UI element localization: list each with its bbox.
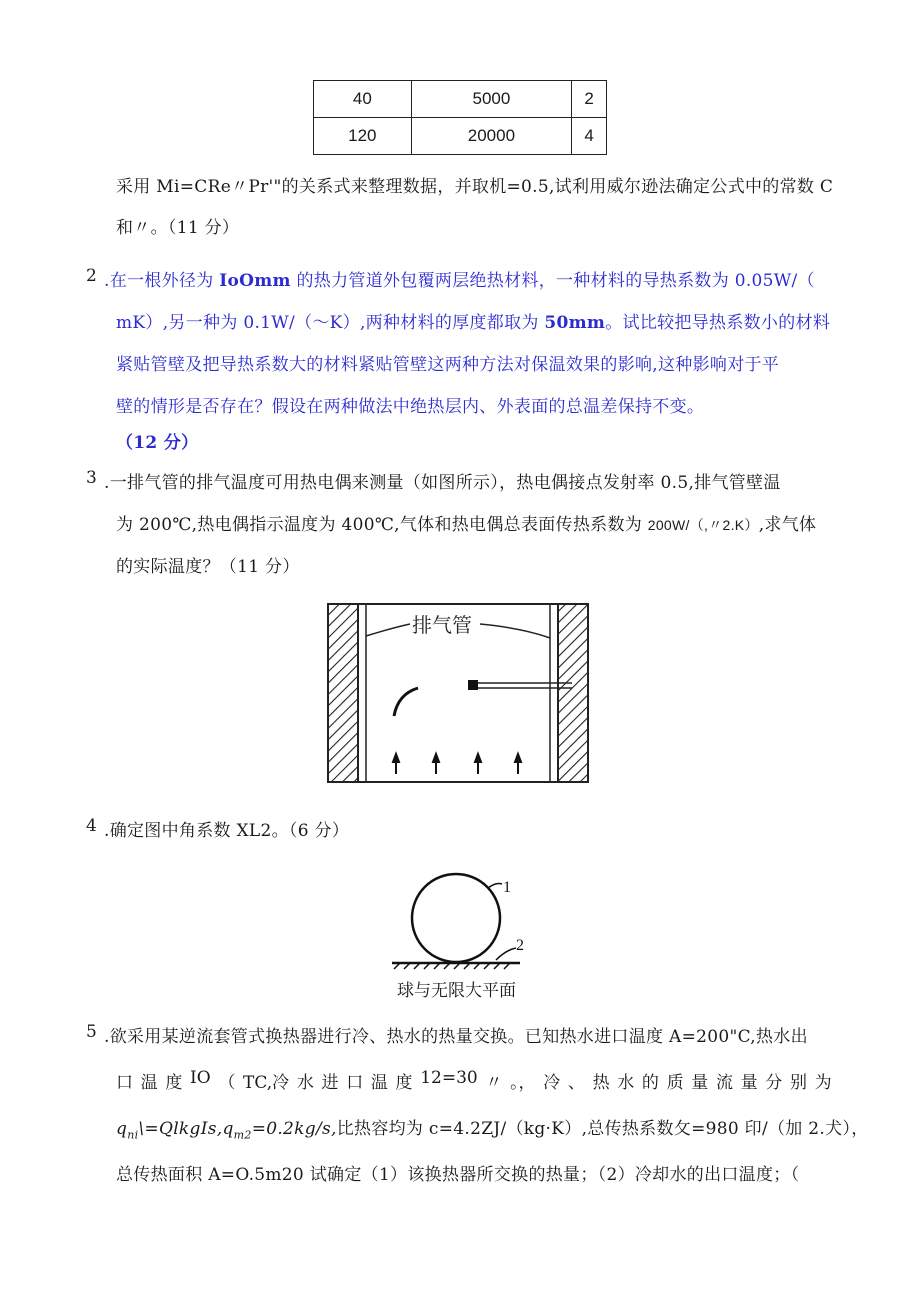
- figure-caption: 球与无限大平面: [397, 981, 516, 1001]
- sphere: [412, 874, 500, 962]
- q2-thickness: 50mm: [544, 313, 606, 333]
- q5-flow-value: =0.2kg/s,: [251, 1119, 337, 1139]
- left-pipe-wall: [328, 604, 358, 782]
- q5-word: 口: [116, 1073, 133, 1093]
- gas-flow-arrows: [393, 754, 521, 774]
- q5-word: 、: [567, 1073, 585, 1093]
- q5-word: 〃: [485, 1073, 503, 1093]
- q5-word: 量: [740, 1073, 758, 1093]
- q5-word: 度: [395, 1073, 413, 1093]
- q2-text: mK）,另一种为 0.1W/（～K）,两种材料的厚度都取为: [116, 313, 545, 333]
- q5-word: 流: [715, 1073, 733, 1093]
- data-table: [313, 80, 607, 155]
- q5-word: 水: [617, 1073, 635, 1093]
- q5-text: 比热容均为 c=4.2ZJ/（kg·K）,总传热系数攵=980 印/（加 2.犬），: [336, 1119, 869, 1139]
- q2-line-1: [104, 266, 815, 291]
- q5-word: 热: [592, 1073, 610, 1093]
- q3-line-2: [116, 510, 816, 535]
- q2-diameter: IoOmm: [219, 271, 291, 291]
- q3-line-1: .一排气管的排气温度可用热电偶来测量（如图所示），热电偶接点发射率 0.5,排气管壁温: [104, 473, 781, 493]
- q5-word: 口: [346, 1073, 364, 1093]
- q3-number: 3: [86, 468, 98, 488]
- q3-line-3: 的实际温度？（11 分）: [116, 557, 300, 577]
- q5-flow-value: \=QlkgIs,q: [138, 1119, 234, 1139]
- q2-line-4: 壁的情形是否存在？假设在两种做法中绝热层内、外表面的总温差保持不变。: [116, 397, 705, 417]
- q5-word: 为: [814, 1073, 832, 1093]
- q3-text: 为 200℃,热电偶指示温度为 400℃,气体和热电偶总表面传热系数为: [116, 515, 648, 535]
- q5-word: 。，: [510, 1073, 536, 1093]
- table-cell: 120: [314, 118, 412, 155]
- q4-text: .确定图中角系数 XL2。（6 分）: [104, 821, 350, 841]
- table-row: [314, 118, 607, 155]
- table-row: [314, 81, 607, 118]
- radiation-arc-icon: [394, 688, 418, 716]
- table-cell: 40: [314, 81, 412, 118]
- sphere-plane-figure: [388, 870, 528, 970]
- plane-label: 2: [516, 937, 524, 954]
- q5-flow-symbol: q: [116, 1119, 128, 1139]
- sphere-label: 1: [503, 879, 511, 896]
- q5-word: 分: [765, 1073, 783, 1093]
- q5-word: 温: [140, 1073, 158, 1093]
- q5-line-2: [116, 1068, 832, 1093]
- q5-word: 别: [789, 1073, 807, 1093]
- right-pipe-wall: [558, 604, 588, 782]
- thermocouple-junction: [468, 680, 478, 690]
- q3-text: ,求气体: [758, 515, 817, 535]
- q5-word: 冷: [543, 1073, 561, 1093]
- q5-word: 温: [370, 1073, 388, 1093]
- q5-word: 进: [321, 1073, 339, 1093]
- q2-score: （12 分）: [116, 433, 199, 453]
- exhaust-pipe-figure: [322, 598, 597, 788]
- intro-line-1: 采用 Mi=CRe〃Pr'"的关系式来整理数据，并取机=0.5,试利用威尔逊法确定公式中的常数 C: [116, 177, 834, 197]
- q5-word: TC,冷: [243, 1073, 290, 1093]
- q2-line-3: 紧贴管壁及把导热系数大的材料紧贴管壁这两种方法对保温效果的影响,这种影响对于平: [116, 355, 780, 375]
- pipe-label: 排气管: [412, 613, 472, 637]
- q2-line-2: [116, 308, 830, 333]
- table-cell: 4: [572, 118, 607, 155]
- q5-subscript: m2: [233, 1128, 252, 1142]
- table-cell: 20000: [411, 118, 572, 155]
- q2-number: 2: [86, 266, 98, 286]
- q3-coefficient: 200W/（,〃2.K）: [647, 517, 759, 533]
- q5-word: 水: [296, 1073, 314, 1093]
- q2-text: 。试比较把导热系数小的材料: [605, 313, 831, 333]
- q5-line-3: [116, 1114, 869, 1141]
- table-cell: 2: [572, 81, 607, 118]
- q5-word: （: [218, 1073, 236, 1093]
- q5-line-4: 总传热面积 A=O.5m20 试确定（1）该换热器所交换的热量；（2）冷却水的出口温度；（: [116, 1165, 800, 1185]
- q5-subscript: ni: [127, 1128, 139, 1142]
- intro-line-2: 和〃。（11 分）: [116, 218, 240, 238]
- q5-word: IO: [190, 1068, 211, 1088]
- q5-word: 12=30: [420, 1068, 478, 1088]
- q4-number: 4: [86, 816, 98, 836]
- q5-line-1: .欲采用某逆流套管式换热器进行冷、热水的热量交换。已知热水进口温度 A=200"C,热水出: [104, 1027, 808, 1047]
- q5-word: 的: [641, 1073, 659, 1093]
- q5-word: 质: [666, 1073, 684, 1093]
- q5-word: 量: [691, 1073, 709, 1093]
- q2-text: 的热力管道外包覆两层绝热材料，一种材料的导热系数为 0.05W/（: [290, 271, 815, 291]
- q2-text: .在一根外径为: [104, 271, 220, 291]
- table-cell: 5000: [411, 81, 572, 118]
- q5-word: 度: [165, 1073, 183, 1093]
- q5-number: 5: [86, 1022, 98, 1042]
